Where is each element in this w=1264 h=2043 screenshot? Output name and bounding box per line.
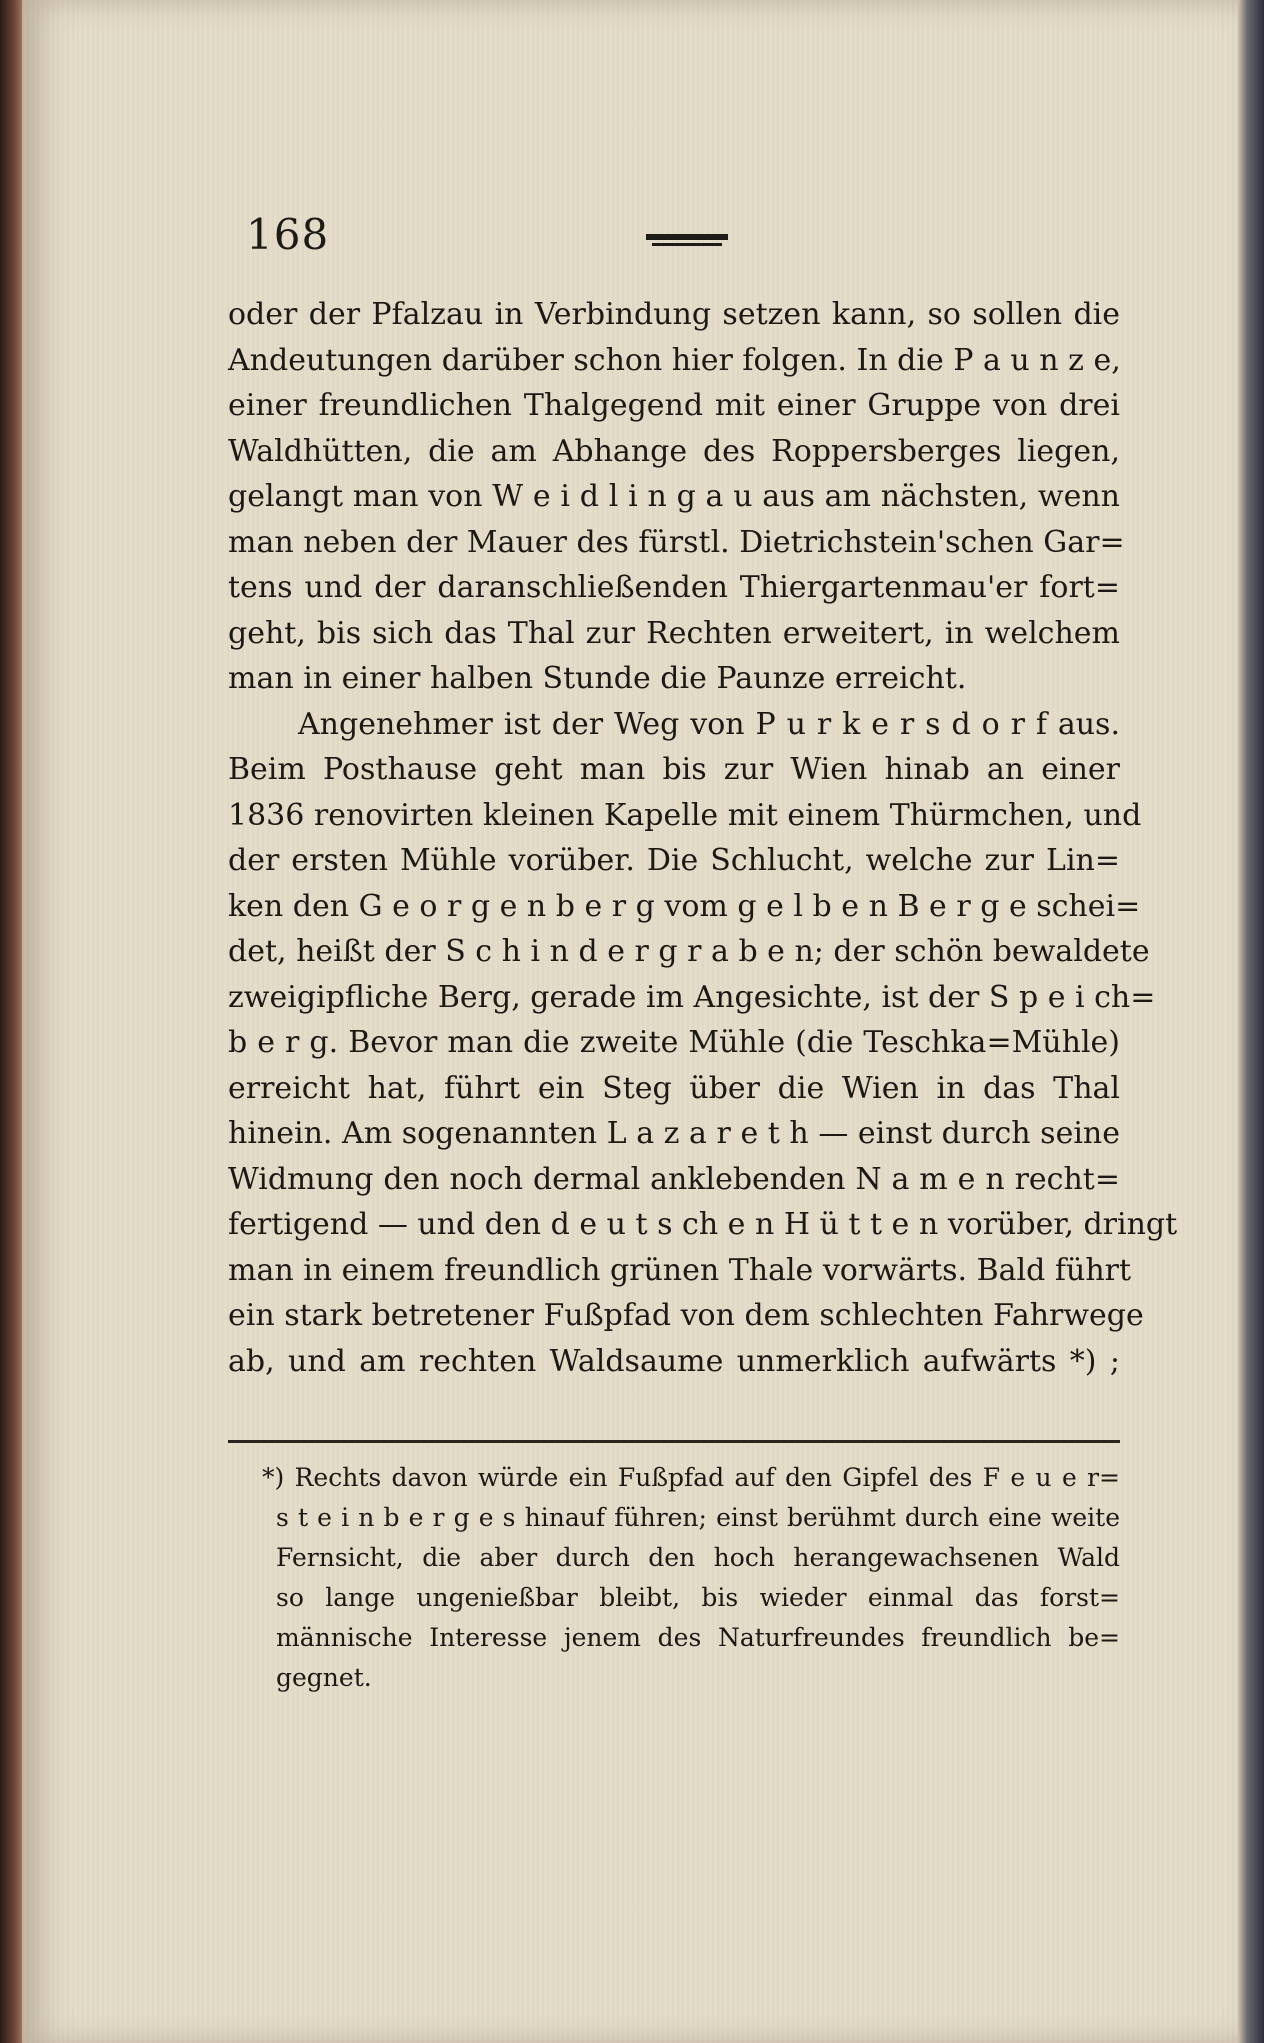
footnote-line: gegnet. <box>276 1663 372 1692</box>
text-line: der ersten Mühle vorüber. Die Schlucht, welche zur Lin= <box>228 843 1120 878</box>
main-text <box>228 292 1178 1384</box>
text-line: Angenehmer ist der Weg von P u r k e r s d o r f aus. <box>298 706 1120 742</box>
footnote-line: *) Rechts davon würde ein Fußpfad auf den Gipfel des F e u e r= <box>262 1463 1120 1492</box>
text-line: 1836 renovirten kleinen Kapelle mit einem Thürmchen, und <box>228 797 1142 833</box>
text-line: Waldhütten, die am Abhange des Roppersberges liegen, <box>228 433 1120 469</box>
text-line: man in einer halben Stunde die Paunze erreicht. <box>228 661 967 696</box>
text-line: ein stark betretener Fußpfad von dem schlechten Fahrwege <box>228 1298 1144 1333</box>
footnote-line: Fernsicht, die aber durch den hoch herangewachsenen Wald <box>276 1543 1120 1572</box>
text-line: fertigend — und den d e u t s ch e n H ü t t e n vorüber, dringt <box>228 1207 1178 1242</box>
text-line: Beim Posthause geht man bis zur Wien hinab an einer <box>228 752 1120 787</box>
text-line: zweigipfliche Berg, gerade im Angesichte, ist der S p e i ch= <box>228 979 1156 1015</box>
footnote <box>262 1458 1120 1698</box>
header-ornament-rule <box>646 234 728 240</box>
text-line: Widmung den noch dermal anklebenden N a m e n recht= <box>228 1161 1120 1197</box>
page-header <box>246 210 1126 270</box>
text-line: b e r g. Bevor man die zweite Mühle (die Teschka=Mühle) <box>228 1025 1120 1060</box>
footnote-line: s t e i n b e r g e s hinauf führen; einst berühmt durch eine weite <box>276 1503 1120 1532</box>
text-line: hinein. Am sogenannten L a z a r e t h — einst durch seine <box>228 1116 1120 1151</box>
text-line: Andeutungen darüber schon hier folgen. In die P a u n z e, <box>228 342 1121 378</box>
text-line: gelangt man von W e i d l i n g a u aus am nächsten, wenn <box>228 479 1120 514</box>
text-line: ken den G e o r g e n b e r g vom g e l b e n B e r g e schei= <box>228 888 1141 924</box>
footnote-line: so lange ungenießbar bleibt, bis wieder einmal das forst= <box>276 1583 1120 1612</box>
text-line: det, heißt der S c h i n d e r g r a b e n; der schön bewaldete <box>228 934 1150 969</box>
text-line: man neben der Mauer des fürstl. Dietrichstein'schen Gar= <box>228 524 1125 560</box>
page-number: 168 <box>246 210 330 259</box>
text-line: einer freundlichen Thalgegend mit einer Gruppe von drei <box>228 388 1120 423</box>
text-line: ab, und am rechten Waldsaume unmerklich aufwärts *) ; <box>228 1343 1120 1379</box>
text-line: geht, bis sich das Thal zur Rechten erweitert, in welchem <box>228 615 1120 651</box>
text-line: tens und der daranschließenden Thiergartenmau'er fort= <box>228 570 1120 605</box>
footnote-line: männische Interesse jenem des Naturfreundes freundlich be= <box>276 1623 1120 1652</box>
text-line: oder der Pfalzau in Verbindung setzen kann, so sollen die <box>228 297 1120 332</box>
text-line: erreicht hat, führt ein Steg über die Wien in das Thal <box>228 1070 1120 1106</box>
footnote-rule <box>228 1440 1120 1443</box>
page-edge <box>1238 0 1264 2043</box>
text-line: man in einem freundlich grünen Thale vorwärts. Bald führt <box>228 1252 1132 1288</box>
